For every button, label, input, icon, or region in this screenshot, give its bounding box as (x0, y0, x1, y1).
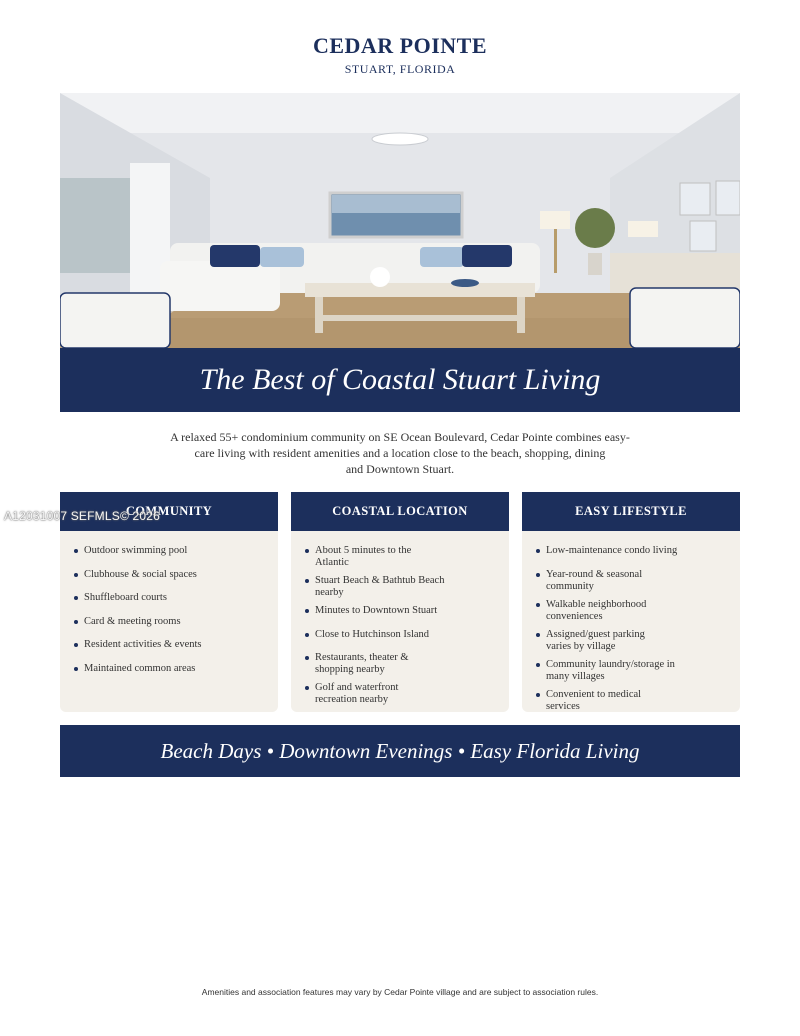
list-item: Minutes to Downtown Stuart (305, 605, 455, 617)
list-item: Walkable neighborhood conveniences (536, 599, 661, 623)
column-heading: EASY LIFESTYLE (522, 492, 740, 531)
living-room-photo (60, 93, 740, 348)
list-item: Golf and waterfront recreation nearby (305, 682, 425, 706)
list-item: Card & meeting rooms (74, 616, 268, 628)
list-item: Shuffleboard courts (74, 592, 268, 604)
feature-list (60, 531, 278, 675)
feature-list (291, 531, 445, 706)
intro-line-1: A relaxed 55+ condominium community on SE Ocean Boulevard, Cedar Pointe combines easy- (170, 430, 630, 444)
column-heading: COASTAL LOCATION (291, 492, 509, 531)
column-heading: COMMUNITY (60, 492, 278, 531)
list-item: Low-maintenance condo living (536, 545, 686, 557)
intro-line-2: care living with resident amenities and a location close to the beach, shopping, dining (194, 446, 606, 460)
list-item: Maintained common areas (74, 663, 268, 675)
intro-line-3: and Downtown Stuart. (345, 462, 455, 476)
mls-watermark: A12031007 SEFMLS© 2026 (4, 509, 161, 523)
feature-list (522, 531, 696, 712)
footer-disclaimer: Amenities and association features may vary by Cedar Pointe village and are subject to association rules. (201, 987, 599, 997)
tagline-banner: Beach Days • Downtown Evenings • Easy Florida Living (60, 725, 740, 777)
community-column (60, 492, 278, 712)
list-item: Year-round & seasonal community (536, 569, 661, 593)
list-item: Restaurants, theater & shopping nearby (305, 652, 425, 676)
list-item: About 5 minutes to the Atlantic (305, 545, 425, 569)
list-item: Stuart Beach & Bathtub Beach nearby (305, 575, 455, 599)
easy-lifestyle-column (522, 492, 740, 712)
list-item: Community laundry/storage in many villages (536, 659, 686, 683)
list-item: Outdoor swimming pool (74, 545, 268, 557)
page-subtitle: STUART, FLORIDA (344, 62, 456, 76)
list-item: Close to Hutchinson Island (305, 629, 455, 641)
living-room-illustration (60, 93, 740, 348)
list-item: Resident activities & events (74, 639, 268, 651)
intro-paragraph (150, 429, 650, 477)
list-item: Clubhouse & social spaces (74, 569, 268, 581)
coastal-location-column (291, 492, 509, 712)
page-header (0, 32, 800, 77)
feature-columns (60, 492, 740, 712)
page-title: CEDAR POINTE (312, 33, 488, 58)
hero-banner: The Best of Coastal Stuart Living (60, 348, 740, 412)
list-item: Convenient to medical services (536, 689, 661, 713)
list-item: Assigned/guest parking varies by village (536, 629, 661, 653)
